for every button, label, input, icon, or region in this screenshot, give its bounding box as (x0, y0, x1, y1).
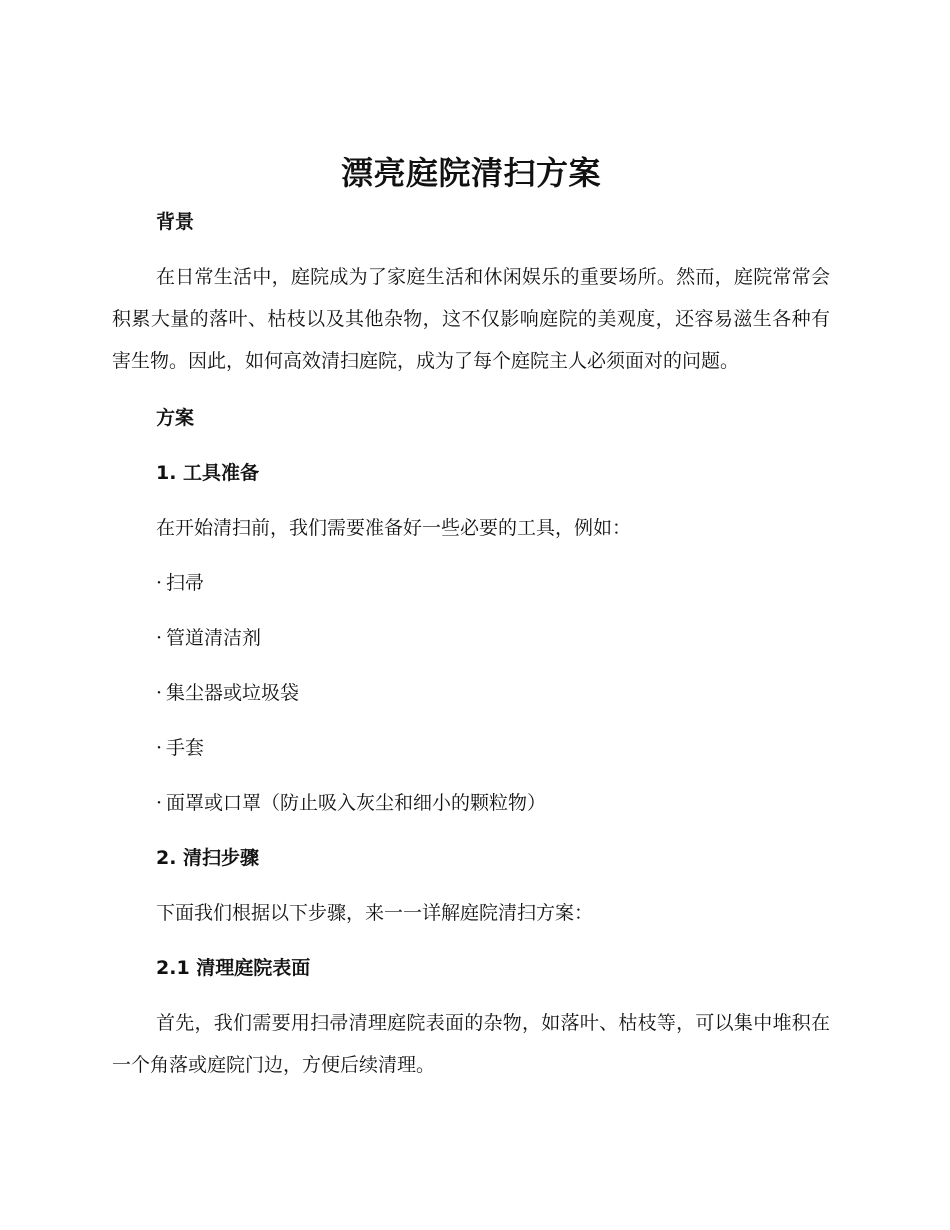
list-item (112, 624, 830, 652)
paragraph-clean-surface: 首先，我们需要用扫帚清理庭院表面的杂物，如落叶、枯枝等，可以集中堆积在一个角落或庭院门边，方便后续清理。 (112, 1012, 830, 1076)
heading-steps: 2. 清扫步骤 (156, 847, 260, 869)
list-item-text: 管道清洁剂 (166, 627, 262, 649)
list-item-text: 面罩或口罩（防止吸入灰尘和细小的颗粒物） (166, 792, 547, 814)
paragraph-background: 在日常生活中，庭院成为了家庭生活和休闲娱乐的重要场所。然而，庭院常常会积累大量的落叶、枯枝以及其他杂物，这不仅影响庭院的美观度，还容易滋生各种有害生物。因此，如何高效清扫庭院，成为了每个庭院主人必须面对的问题。 (112, 266, 830, 372)
bullet-icon: · (156, 792, 163, 814)
list-item-text: 手套 (166, 737, 205, 759)
heading-clean-surface: 2.1 清理庭院表面 (156, 957, 311, 979)
bullet-icon: · (156, 627, 163, 649)
list-item (112, 734, 830, 762)
heading-plan: 方案 (156, 407, 195, 429)
list-item (112, 789, 830, 817)
document-page (112, 150, 830, 1086)
bullet-icon: · (156, 737, 163, 759)
tools-intro: 在开始清扫前，我们需要准备好一些必要的工具，例如： (156, 517, 632, 539)
document-title: 漂亮庭院清扫方案 (340, 154, 601, 192)
list-item (112, 679, 830, 707)
bullet-icon: · (156, 682, 163, 704)
bullet-icon: · (156, 572, 163, 594)
heading-background: 背景 (156, 211, 195, 233)
heading-tools: 1. 工具准备 (156, 462, 260, 484)
list-item (112, 569, 830, 597)
tools-list (112, 569, 830, 817)
list-item-text: 集尘器或垃圾袋 (166, 682, 300, 704)
steps-intro: 下面我们根据以下步骤，来一一详解庭院清扫方案： (156, 902, 594, 924)
list-item-text: 扫帚 (166, 572, 205, 594)
